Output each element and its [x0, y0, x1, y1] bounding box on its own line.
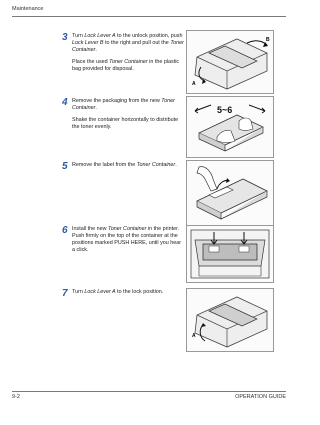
- step-6-instruction: Install the new Toner Container in the printer. Push firmly on the top of the container at the positions marked PUSH HERE, until you hear a click.: [72, 226, 182, 253]
- step-3-instruction: Turn Lock Lever A to the unlock position, push Lock Lever B to the right and pull out the Toner Container.: [72, 33, 184, 53]
- lever-a-label: A: [192, 333, 196, 339]
- remove-label-illustration: [187, 161, 273, 225]
- section-header: Maintenance: [12, 6, 44, 12]
- lever-b-label: B: [266, 37, 270, 43]
- step-4-instruction: Remove the packaging from the new Toner Container.: [72, 98, 175, 111]
- printer-lock-illustration: [187, 289, 273, 351]
- header-rule: [12, 16, 286, 17]
- step-number: 3: [62, 32, 68, 43]
- lever-a-label: A: [192, 81, 196, 87]
- step-7-instruction: Turn Lock Lever A to the lock position.: [72, 289, 164, 295]
- step-5-illustration: [186, 160, 274, 226]
- step-6: [62, 225, 184, 259]
- step-4: [62, 97, 184, 136]
- step-5: [62, 161, 184, 174]
- step-7: [62, 288, 184, 301]
- install-container-illustration: [187, 226, 273, 282]
- guide-title: OPERATION GUIDE: [235, 394, 286, 400]
- step-3-illustration: [186, 30, 274, 94]
- shake-count-label: 5~6: [217, 105, 233, 115]
- step-6-illustration: [186, 225, 274, 283]
- step-number: 6: [62, 225, 68, 236]
- step-number: 4: [62, 97, 68, 108]
- step-7-illustration: [186, 288, 274, 352]
- printer-unlock-illustration: [187, 31, 273, 93]
- footer-rule: [12, 391, 286, 392]
- shake-container-illustration: [187, 97, 273, 157]
- step-4-note: Shake the container horizontally to distribute the toner evenly.: [72, 117, 179, 130]
- step-3: [62, 32, 184, 78]
- step-4-illustration: [186, 96, 274, 158]
- page-number: 9-2: [12, 394, 20, 400]
- step-number: 5: [62, 161, 68, 172]
- step-3-note: Place the used Toner Container in the plastic bag provided for disposal.: [72, 59, 180, 72]
- step-5-instruction: Remove the label from the Toner Container.: [72, 162, 177, 168]
- step-number: 7: [62, 288, 68, 299]
